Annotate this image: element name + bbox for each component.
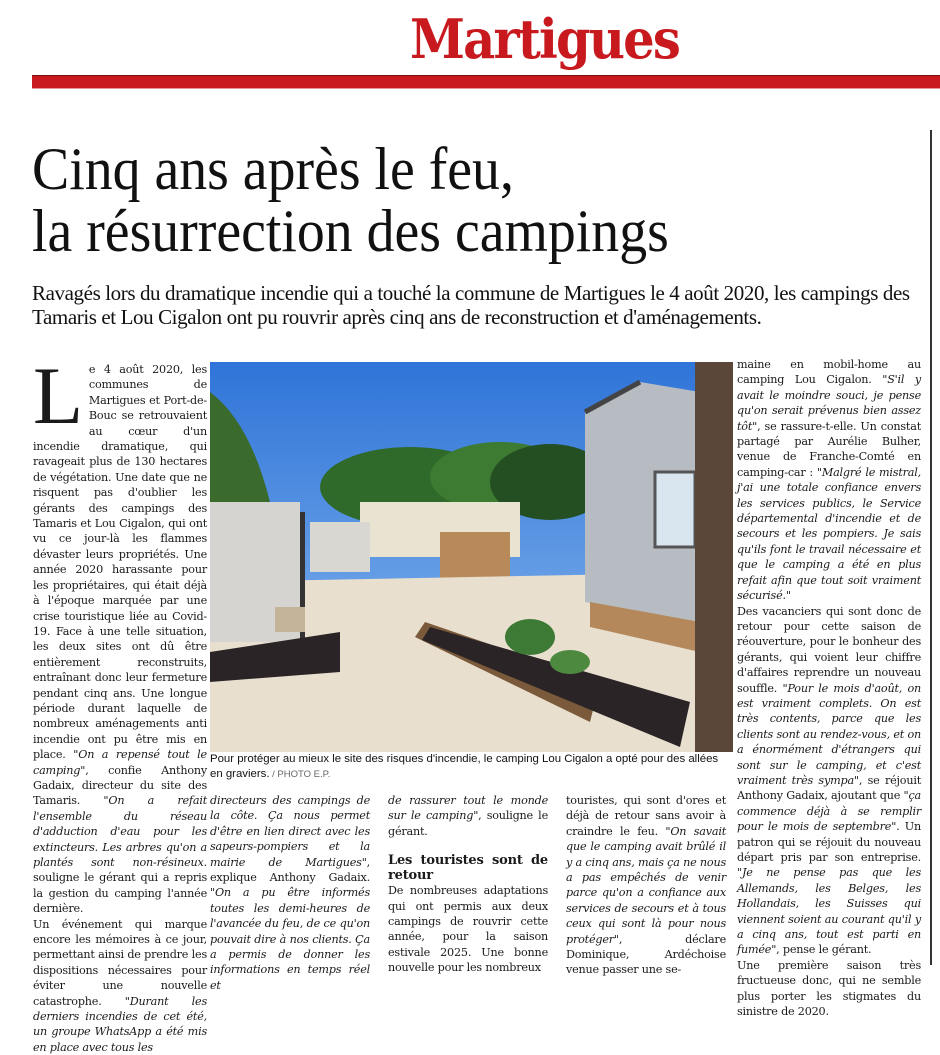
headline-line-1: Cinq ans après le feu,	[32, 136, 514, 202]
article-column-4: touristes, qui sont d'ores et déjà de retour sans avoir à craindre le feu. "On savait que le camping avait brûlé il y a cinq ans, mais ça ne nous a pas empêchés de venir parce qu'on a confiance aux services de secours et à tous ceux qui sont là pour nous protéger", déclare Dominique, Ardéchoise venue passer une se-	[566, 794, 726, 977]
article-photo	[210, 362, 733, 752]
standfirst: Ravagés lors du dramatique incendie qui a touché la commune de Martigues le 4 août 2020, les campings des Tamaris et Lou Cigalon ont pu rouvrir après cinq ans de reconstruction et d'aménagements.	[32, 281, 910, 329]
article-column-3: de rassurer tout le monde sur le camping", souligne le gérant. Les touristes sont de retour De nombreuses adaptations qui ont permis aux deux campings de rouvrir cette année, pour la saison estivale 2025. Une bonne nouvelle pour les nombreux	[388, 794, 548, 975]
column-divider	[930, 130, 932, 965]
photo-caption: Pour protéger au mieux le site des risques d'incendie, le camping Lou Cigalon a opté pour des allées en graviers. / PHOTO E.P.	[210, 753, 719, 780]
section-rule	[32, 75, 940, 88]
intertitle: Les touristes sont de retour	[388, 853, 548, 884]
article-column-2: directeurs des campings de la côte. Ça nous permet d'être en lien direct avec les sapeurs-pompiers et la mairie de Martigues", explique Anthony Gadaix. "On a pu être informés toutes les demi-heures de l'avancée du feu, de ce qu'on pouvait dire à nos clients. Ça a permis de donner les informations en temps réel et	[210, 794, 370, 992]
headline-line-2: la résurrection des campings	[32, 198, 669, 264]
article-column-5: maine en mobil-home au camping Lou Cigalon. "S'il y avait le moindre souci, je pense qu'on serait prévenus bien assez tôt", se rassure-t-elle. Un constat partagé par Aurélie Bulher, venue de Franche-Comté en camping-car : "Malgré le mistral, j'ai une totale confiance envers les services publics, le Service départemental d'incendie et de secours et les pompiers. Je sais qu'ils font le travail nécessaire et que le camping a été en plus refait afin que tout soit vraiment sécurisé." Des vacanciers qui sont donc de retour pour cette saison de réouverture, pour le bonheur des gérants, qui voient leur chiffre d'affaires reprendre un nouveau souffle. "Pour le mois d'août, on est vraiment complets. On est très contents, parce que les clients sont au rendez-vous, et on a énormément d'étrangers qui sont sur le camping, et c'est vraiment très sympa", se réjouit Anthony Gadaix, ajoutant que "ça commence déjà à se remplir pour le mois de septembre". Un patron qui se réjouit du nouveau départ pris par son entreprise. "Je ne pense pas que les Allemands, les Belges, les Hollandais, les Suisses qui viennent soient au courant qu'il y a cinq ans, tout est parti en fumée", pense le gérant. Une première saison très fructueuse donc, qui ne semble plus porter les stigmates du sinistre de 2020.	[737, 358, 921, 1019]
drop-cap: L	[33, 350, 83, 441]
photo-credit: / PHOTO E.P.	[269, 769, 331, 780]
article-column-1: Le 4 août 2020, les communes de Martigues et Port-de-Bouc se retrouvaient au cœur d'un incendie dramatique, qui ravageait plus de 130 hectares de végétation. Une date que ne risquent pas d'oublier les gérants des campings des Tamaris et Lou Cigalon, qui ont vu ce jour-là les flammes dévaster leurs propriétés. Une année 2020 harassante pour les propriétaires, qui était déjà à l'époque marquée par une crise touristique liée au Covid-19. Face à une telle situation, les deux sites ont dû être entièrement reconstruits, entraînant donc leur fermeture pendant cinq ans. Une longue période durant laquelle de nombreux aménagements anti incendie ont pu être mis en place. "On a repensé tout le camping", confie Anthony Gadaix, directeur du site des Tamaris. "On a refait l'ensemble du réseau d'adduction d'eau pour les extincteurs. Les arbres qu'on a plantés sont non-résineux. souligne le gérant qui a repris la gestion du camping l'année dernière. Un événement qui marque encore les mémoires à ce jour, permettant ainsi de prendre les dispositions nécessaires pour éviter une nouvelle catastrophe. "Durant les derniers incendies de cet été, un groupe WhatsApp a été mis en place avec tous les	[33, 350, 208, 1054]
headline	[32, 138, 669, 262]
section-title: Martigues	[410, 7, 680, 71]
campsite-photo-illustration	[210, 362, 733, 752]
